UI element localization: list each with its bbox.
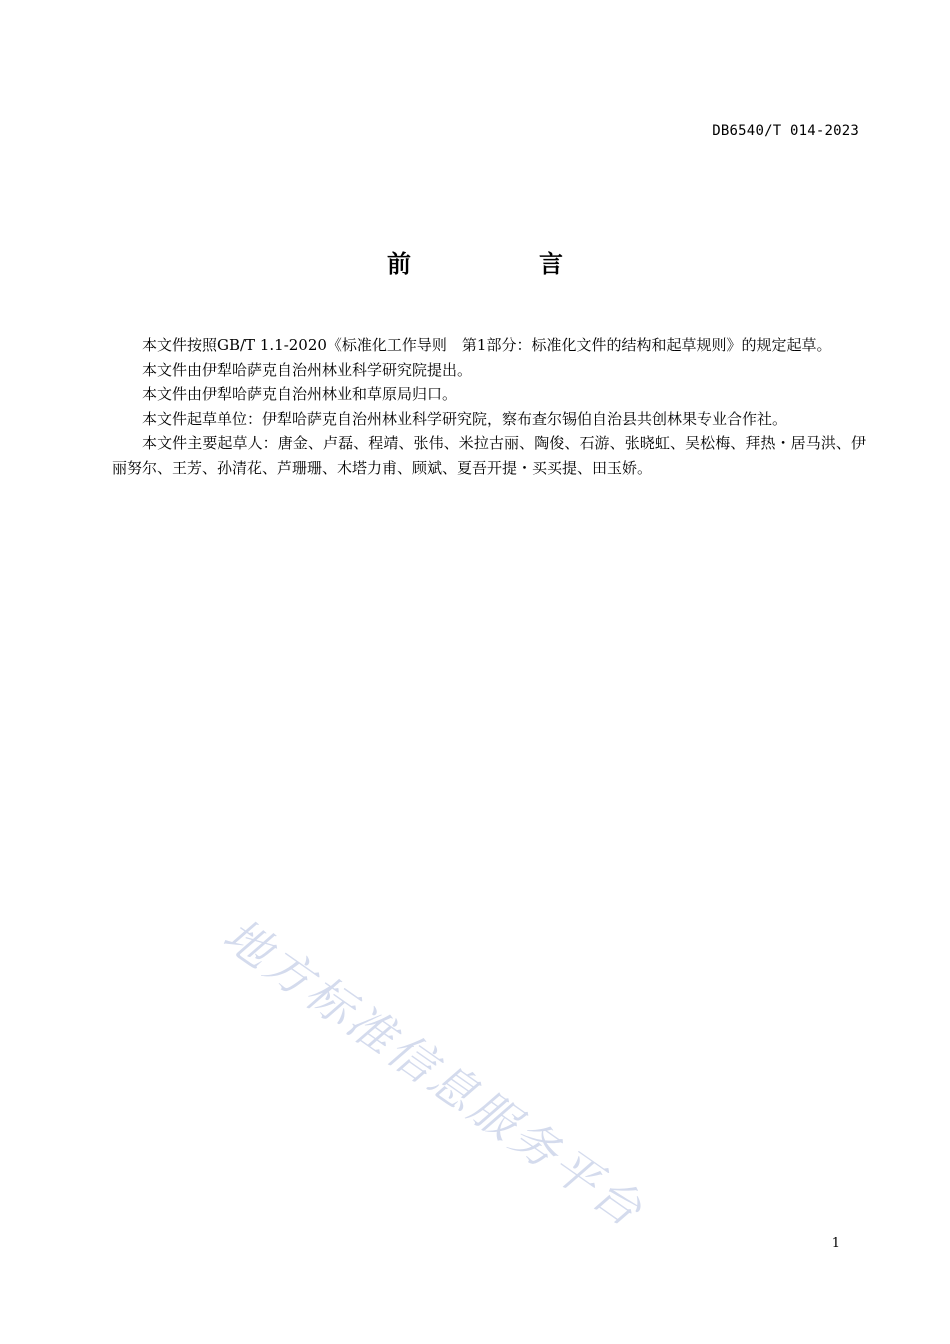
watermark: 地方标准信息服务平台 [213, 907, 655, 1239]
foreword-body [112, 333, 866, 480]
paragraph-standard-basis: 本文件按照GB/T 1.1-2020《标准化工作导则 第1部分：标准化文件的结构和起草规则》的规定起草。 [142, 336, 832, 354]
paragraph-drafters: 本文件主要起草人：唐金、卢磊、程靖、张伟、米拉古丽、陶俊、石游、张晓虹、吴松梅、拜热・居马洪、伊丽努尔、王芳、孙清花、芦珊珊、木塔力甫、顾斌、夏吾开提・买买提、田玉娇。 [112, 434, 866, 477]
paragraph-proposer: 本文件由伊犁哈萨克自治州林业科学研究院提出。 [142, 360, 473, 379]
page-number: 1 [831, 1236, 840, 1251]
page-title: 前 言 [387, 250, 615, 278]
document-code: DB6540/T 014-2023 [712, 123, 859, 139]
paragraph-administrator: 本文件由伊犁哈萨克自治州林业和草原局归口。 [142, 385, 458, 403]
paragraph-drafting-units: 本文件起草单位：伊犁哈萨克自治州林业科学研究院，察布查尔锡伯自治县共创林果专业合作社。 [142, 409, 788, 428]
